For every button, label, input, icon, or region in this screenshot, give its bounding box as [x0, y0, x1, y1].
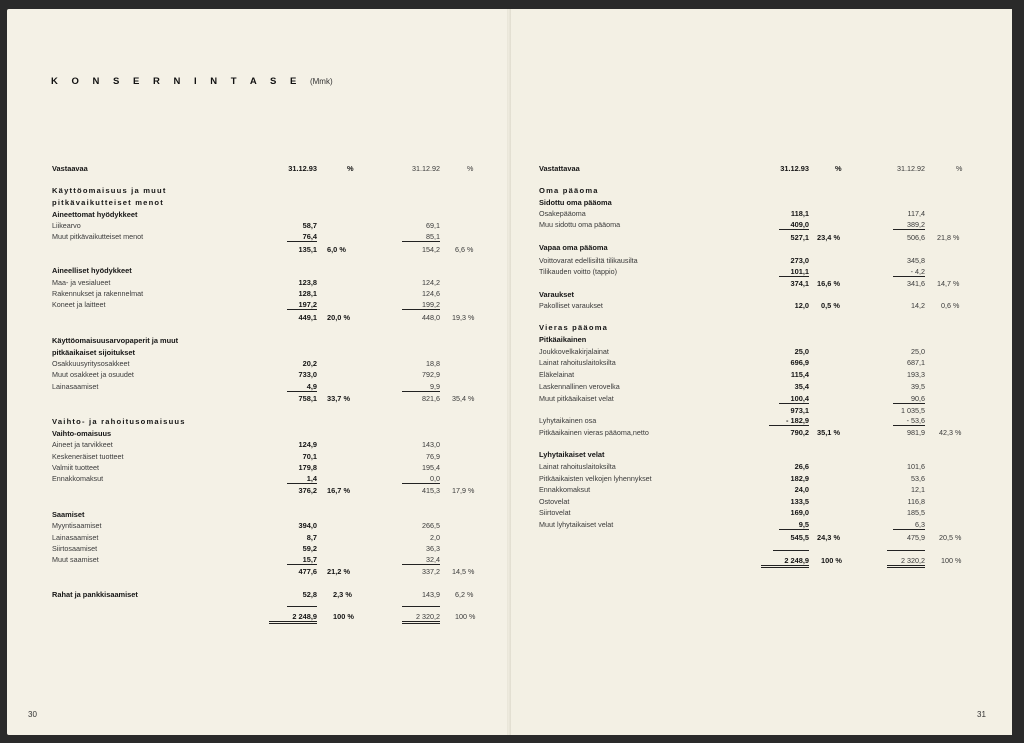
- pct-93: 2,3 %: [333, 590, 352, 599]
- grand-total-92: 2 320,2: [887, 557, 925, 568]
- value-92: 792,9: [422, 370, 440, 379]
- section-heading: Vieras pääoma: [539, 323, 609, 332]
- section-heading: pitkävaikutteiset menot: [52, 198, 164, 207]
- pct-92: 42,3 %: [939, 428, 962, 437]
- row-label: Myyntisaamiset: [52, 521, 102, 530]
- row-label: Siirtovelat: [539, 508, 571, 517]
- value-92: 2,0: [430, 533, 440, 542]
- subtotal-93: 135,1: [298, 245, 317, 254]
- section-heading: Oma pääoma: [539, 186, 599, 195]
- value-93: 118,1: [790, 209, 809, 218]
- value-92: 101,6: [907, 462, 925, 471]
- value-93: 35,4: [794, 382, 809, 391]
- grand-total-93: 2 248,9: [269, 613, 317, 624]
- row-label: Eläkelainat: [539, 370, 575, 379]
- subsection-heading: Aineelliset hyödykkeet: [52, 266, 132, 275]
- pct-93: 33,7 %: [327, 394, 351, 403]
- value-93: - 182,9: [769, 417, 809, 426]
- value-93: 70,1: [302, 452, 317, 461]
- value-92: 9,9: [402, 383, 440, 392]
- value-92: 116,8: [907, 497, 925, 506]
- value-92: 36,3: [426, 544, 440, 553]
- subtotal-93: 376,2: [298, 486, 317, 495]
- value-93: 733,0: [298, 370, 317, 379]
- row-label: Muut lyhytaikaiset velat: [539, 520, 614, 529]
- row-label: Ennakkomaksut: [52, 474, 104, 483]
- value-92: - 4,2: [893, 268, 925, 277]
- subsection-heading: Saamiset: [52, 510, 85, 519]
- value-93: 1,4: [287, 475, 317, 484]
- row-label: Muut pitkävaikutteiset menot: [52, 232, 144, 241]
- value-92: 53,6: [911, 474, 925, 483]
- row-label: Valmiit tuotteet: [52, 463, 100, 472]
- row-label: Liikearvo: [52, 221, 81, 230]
- pct-92: 14,7 %: [937, 279, 960, 288]
- value-92: - 53,6: [893, 417, 925, 426]
- subtotal-93: 374,1: [790, 279, 809, 288]
- subtotal-93: 545,5: [790, 533, 809, 542]
- value-92: 199,2: [402, 301, 440, 310]
- value-92: 85,1: [402, 233, 440, 242]
- row-label: Muut pitkäaikaiset velat: [539, 394, 614, 403]
- value-92: 0,0: [402, 475, 440, 484]
- value-92: 389,2: [893, 221, 925, 230]
- header-label: Vastaavaa: [52, 164, 88, 173]
- row-label: Ostovelat: [539, 497, 570, 506]
- value-93: 197,2: [287, 301, 317, 310]
- subtotal-93: 477,6: [298, 567, 317, 576]
- pct-93: 100 %: [333, 612, 354, 621]
- row-label: Voittovarat edellisiltä tilikausilta: [539, 256, 638, 265]
- subtotal-93: 973,1: [790, 406, 809, 415]
- value-93: 124,9: [298, 440, 317, 449]
- rule: [887, 550, 925, 551]
- value-93: 59,2: [302, 544, 317, 553]
- value-93: 58,7: [302, 221, 317, 230]
- value-93: 133,5: [790, 497, 809, 506]
- header-pct-93: %: [347, 164, 354, 173]
- subsection-heading: Lyhytaikaiset velat: [539, 450, 605, 459]
- value-93: 273,0: [790, 256, 809, 265]
- pct-93: 16,7 %: [327, 486, 351, 495]
- value-92: 12,1: [911, 485, 925, 494]
- value-93: 8,7: [306, 533, 317, 542]
- row-label: Tilikauden voitto (tappio): [539, 267, 618, 276]
- row-label: Muut osakkeet ja osuudet: [52, 370, 134, 379]
- pct-93: 23,4 %: [817, 233, 841, 242]
- pct-92: 6,6 %: [455, 245, 474, 254]
- row-label: Rakennukset ja rakennelmat: [52, 289, 144, 298]
- value-92: 18,8: [426, 359, 440, 368]
- header-pct-92: %: [956, 164, 963, 173]
- row-label: Koneet ja laitteet: [52, 300, 106, 309]
- subtotal-92: 341,6: [907, 279, 925, 288]
- row-label: Aineet ja tarvikkeet: [52, 440, 113, 449]
- pct-92: 21,8 %: [937, 233, 960, 242]
- value-93: 12,0: [794, 301, 809, 310]
- rule: [402, 606, 440, 607]
- value-92: 69,1: [426, 221, 440, 230]
- pct-93: 100 %: [821, 556, 842, 565]
- title-unit: (Mmk): [309, 77, 333, 86]
- header-year-92: 31.12.92: [897, 164, 925, 173]
- header-year-93: 31.12.93: [780, 164, 809, 173]
- pct-92: 100 %: [455, 612, 476, 621]
- row-label: Joukkovelkakirjalainat: [539, 347, 609, 356]
- pct-92: 100 %: [941, 556, 962, 565]
- pct-92: 14,5 %: [452, 567, 475, 576]
- value-92: 143,0: [422, 440, 440, 449]
- value-93: 409,0: [779, 221, 809, 230]
- header-year-92: 31.12.92: [412, 164, 440, 173]
- value-93: 52,8: [302, 590, 317, 599]
- value-92: 185,5: [907, 508, 925, 517]
- subsection-heading: Pitkäaikainen: [539, 335, 587, 344]
- subsection-heading: Sidottu oma pääoma: [539, 198, 612, 207]
- value-93: 123,8: [298, 278, 317, 287]
- subtotal-92: 821,6: [422, 394, 440, 403]
- pct-93: 20,0 %: [327, 313, 351, 322]
- header-pct-93: %: [835, 164, 842, 173]
- subsection-heading: Vapaa oma pääoma: [539, 243, 608, 252]
- row-label: Muut saamiset: [52, 555, 99, 564]
- value-92: 143,9: [422, 590, 440, 599]
- title-text: K O N S E R N I N T A S E: [51, 76, 302, 87]
- value-92: 32,4: [402, 556, 440, 565]
- pct-93: 0,5 %: [821, 301, 840, 310]
- value-93: 4,9: [287, 383, 317, 392]
- value-93: 26,6: [794, 462, 809, 471]
- subtotal-93: 790,2: [790, 428, 809, 437]
- subsection-heading: Käyttöomaisuusarvopaperit ja muut: [52, 336, 179, 345]
- row-label: Ennakkomaksut: [539, 485, 591, 494]
- value-92: 345,8: [907, 256, 925, 265]
- row-label: Osakepääoma: [539, 209, 586, 218]
- pct-92: 20,5 %: [939, 533, 962, 542]
- subsection-heading: Aineettomat hyödykkeet: [52, 210, 138, 219]
- row-label: Maa- ja vesialueet: [52, 278, 111, 287]
- pct-92: 35,4 %: [452, 394, 475, 403]
- subtotal-92: 475,9: [907, 533, 925, 542]
- value-92: 90,6: [893, 395, 925, 404]
- value-93: 76,4: [287, 233, 317, 242]
- row-label: Keskeneräiset tuotteet: [52, 452, 124, 461]
- value-92: 14,2: [911, 301, 925, 310]
- subtotal-92: 448,0: [422, 313, 440, 322]
- subsection-heading: pitkäaikaiset sijoitukset: [52, 348, 135, 357]
- row-label: Siirtosaamiset: [52, 544, 98, 553]
- value-93: 100,4: [779, 395, 809, 404]
- rule: [287, 606, 317, 607]
- left-page: [7, 9, 507, 735]
- pct-93: 21,2 %: [327, 567, 351, 576]
- value-93: 25,0: [794, 347, 809, 356]
- value-93: 696,9: [790, 358, 809, 367]
- row-label: Muu sidottu oma pääoma: [539, 220, 621, 229]
- value-93: 128,1: [298, 289, 317, 298]
- grand-total-92: 2 320,2: [402, 613, 440, 624]
- subtotal-93: 527,1: [790, 233, 809, 242]
- row-label: Laskennallinen verovelka: [539, 382, 620, 391]
- page-title: [51, 77, 333, 87]
- row-label: Lainasaamiset: [52, 382, 99, 391]
- subtotal-92: 154,2: [422, 245, 440, 254]
- subtotal-92: 415,3: [422, 486, 440, 495]
- row-label: Lainat rahoituslaitoksilta: [539, 358, 616, 367]
- value-92: 6,3: [893, 521, 925, 530]
- row-label: Pitkäaikainen vieras pääoma,netto: [539, 428, 649, 437]
- right-page: [511, 9, 1012, 735]
- pct-92: 6,2 %: [455, 590, 474, 599]
- value-92: 117,4: [907, 209, 925, 218]
- subtotal-92: 337,2: [422, 567, 440, 576]
- section-heading: Käyttöomaisuus ja muut: [52, 186, 167, 195]
- page-number: 31: [977, 710, 986, 719]
- section-heading: Vaihto- ja rahoitusomaisuus: [52, 417, 186, 426]
- value-93: 115,4: [790, 370, 809, 379]
- row-label: Lainat rahoituslaitoksilta: [539, 462, 616, 471]
- pct-93: 35,1 %: [817, 428, 841, 437]
- value-92: 266,5: [422, 521, 440, 530]
- subtotal-92: 1 035,5: [901, 406, 925, 415]
- value-93: 169,0: [790, 508, 809, 517]
- pct-92: 0,6 %: [941, 301, 960, 310]
- value-93: 179,8: [298, 463, 317, 472]
- grand-total-93: 2 248,9: [761, 557, 809, 568]
- value-93: 394,0: [298, 521, 317, 530]
- page-number: 30: [28, 710, 37, 719]
- value-93: 101,1: [779, 268, 809, 277]
- pct-93: 16,6 %: [817, 279, 841, 288]
- row-label: Pitkäaikaisten velkojen lyhennykset: [539, 474, 652, 483]
- subsection-heading: Vaihto-omaisuus: [52, 429, 112, 438]
- subtotal-93: 758,1: [298, 394, 317, 403]
- header-year-93: 31.12.93: [288, 164, 317, 173]
- subsection-heading: Varaukset: [539, 290, 574, 299]
- pct-92: 19,3 %: [452, 313, 475, 322]
- header-pct-92: %: [467, 164, 474, 173]
- value-92: 193,3: [907, 370, 925, 379]
- subtotal-93: 449,1: [298, 313, 317, 322]
- value-92: 124,6: [422, 289, 440, 298]
- row-label: Pakolliset varaukset: [539, 301, 603, 310]
- value-93: 20,2: [302, 359, 317, 368]
- pct-93: 6,0 %: [327, 245, 346, 254]
- pct-93: 24,3 %: [817, 533, 841, 542]
- subtotal-92: 981,9: [907, 428, 925, 437]
- value-93: 15,7: [287, 556, 317, 565]
- rule: [773, 550, 809, 551]
- row-label: Lyhytaikainen osa: [539, 416, 597, 425]
- value-92: 687,1: [907, 358, 925, 367]
- value-92: 124,2: [422, 278, 440, 287]
- value-93: 9,5: [779, 521, 809, 530]
- value-93: 182,9: [790, 474, 809, 483]
- row-label: Lainasaamiset: [52, 533, 99, 542]
- value-92: 39,5: [911, 382, 925, 391]
- row-label: Osakkuusyritysosakkeet: [52, 359, 130, 368]
- pct-92: 17,9 %: [452, 486, 475, 495]
- value-93: 24,0: [794, 485, 809, 494]
- subtotal-92: 506,6: [907, 233, 925, 242]
- header-label: Vastattavaa: [539, 164, 580, 173]
- value-92: 25,0: [911, 347, 925, 356]
- value-92: 76,9: [426, 452, 440, 461]
- value-92: 195,4: [422, 463, 440, 472]
- row-label: Rahat ja pankkisaamiset: [52, 590, 138, 599]
